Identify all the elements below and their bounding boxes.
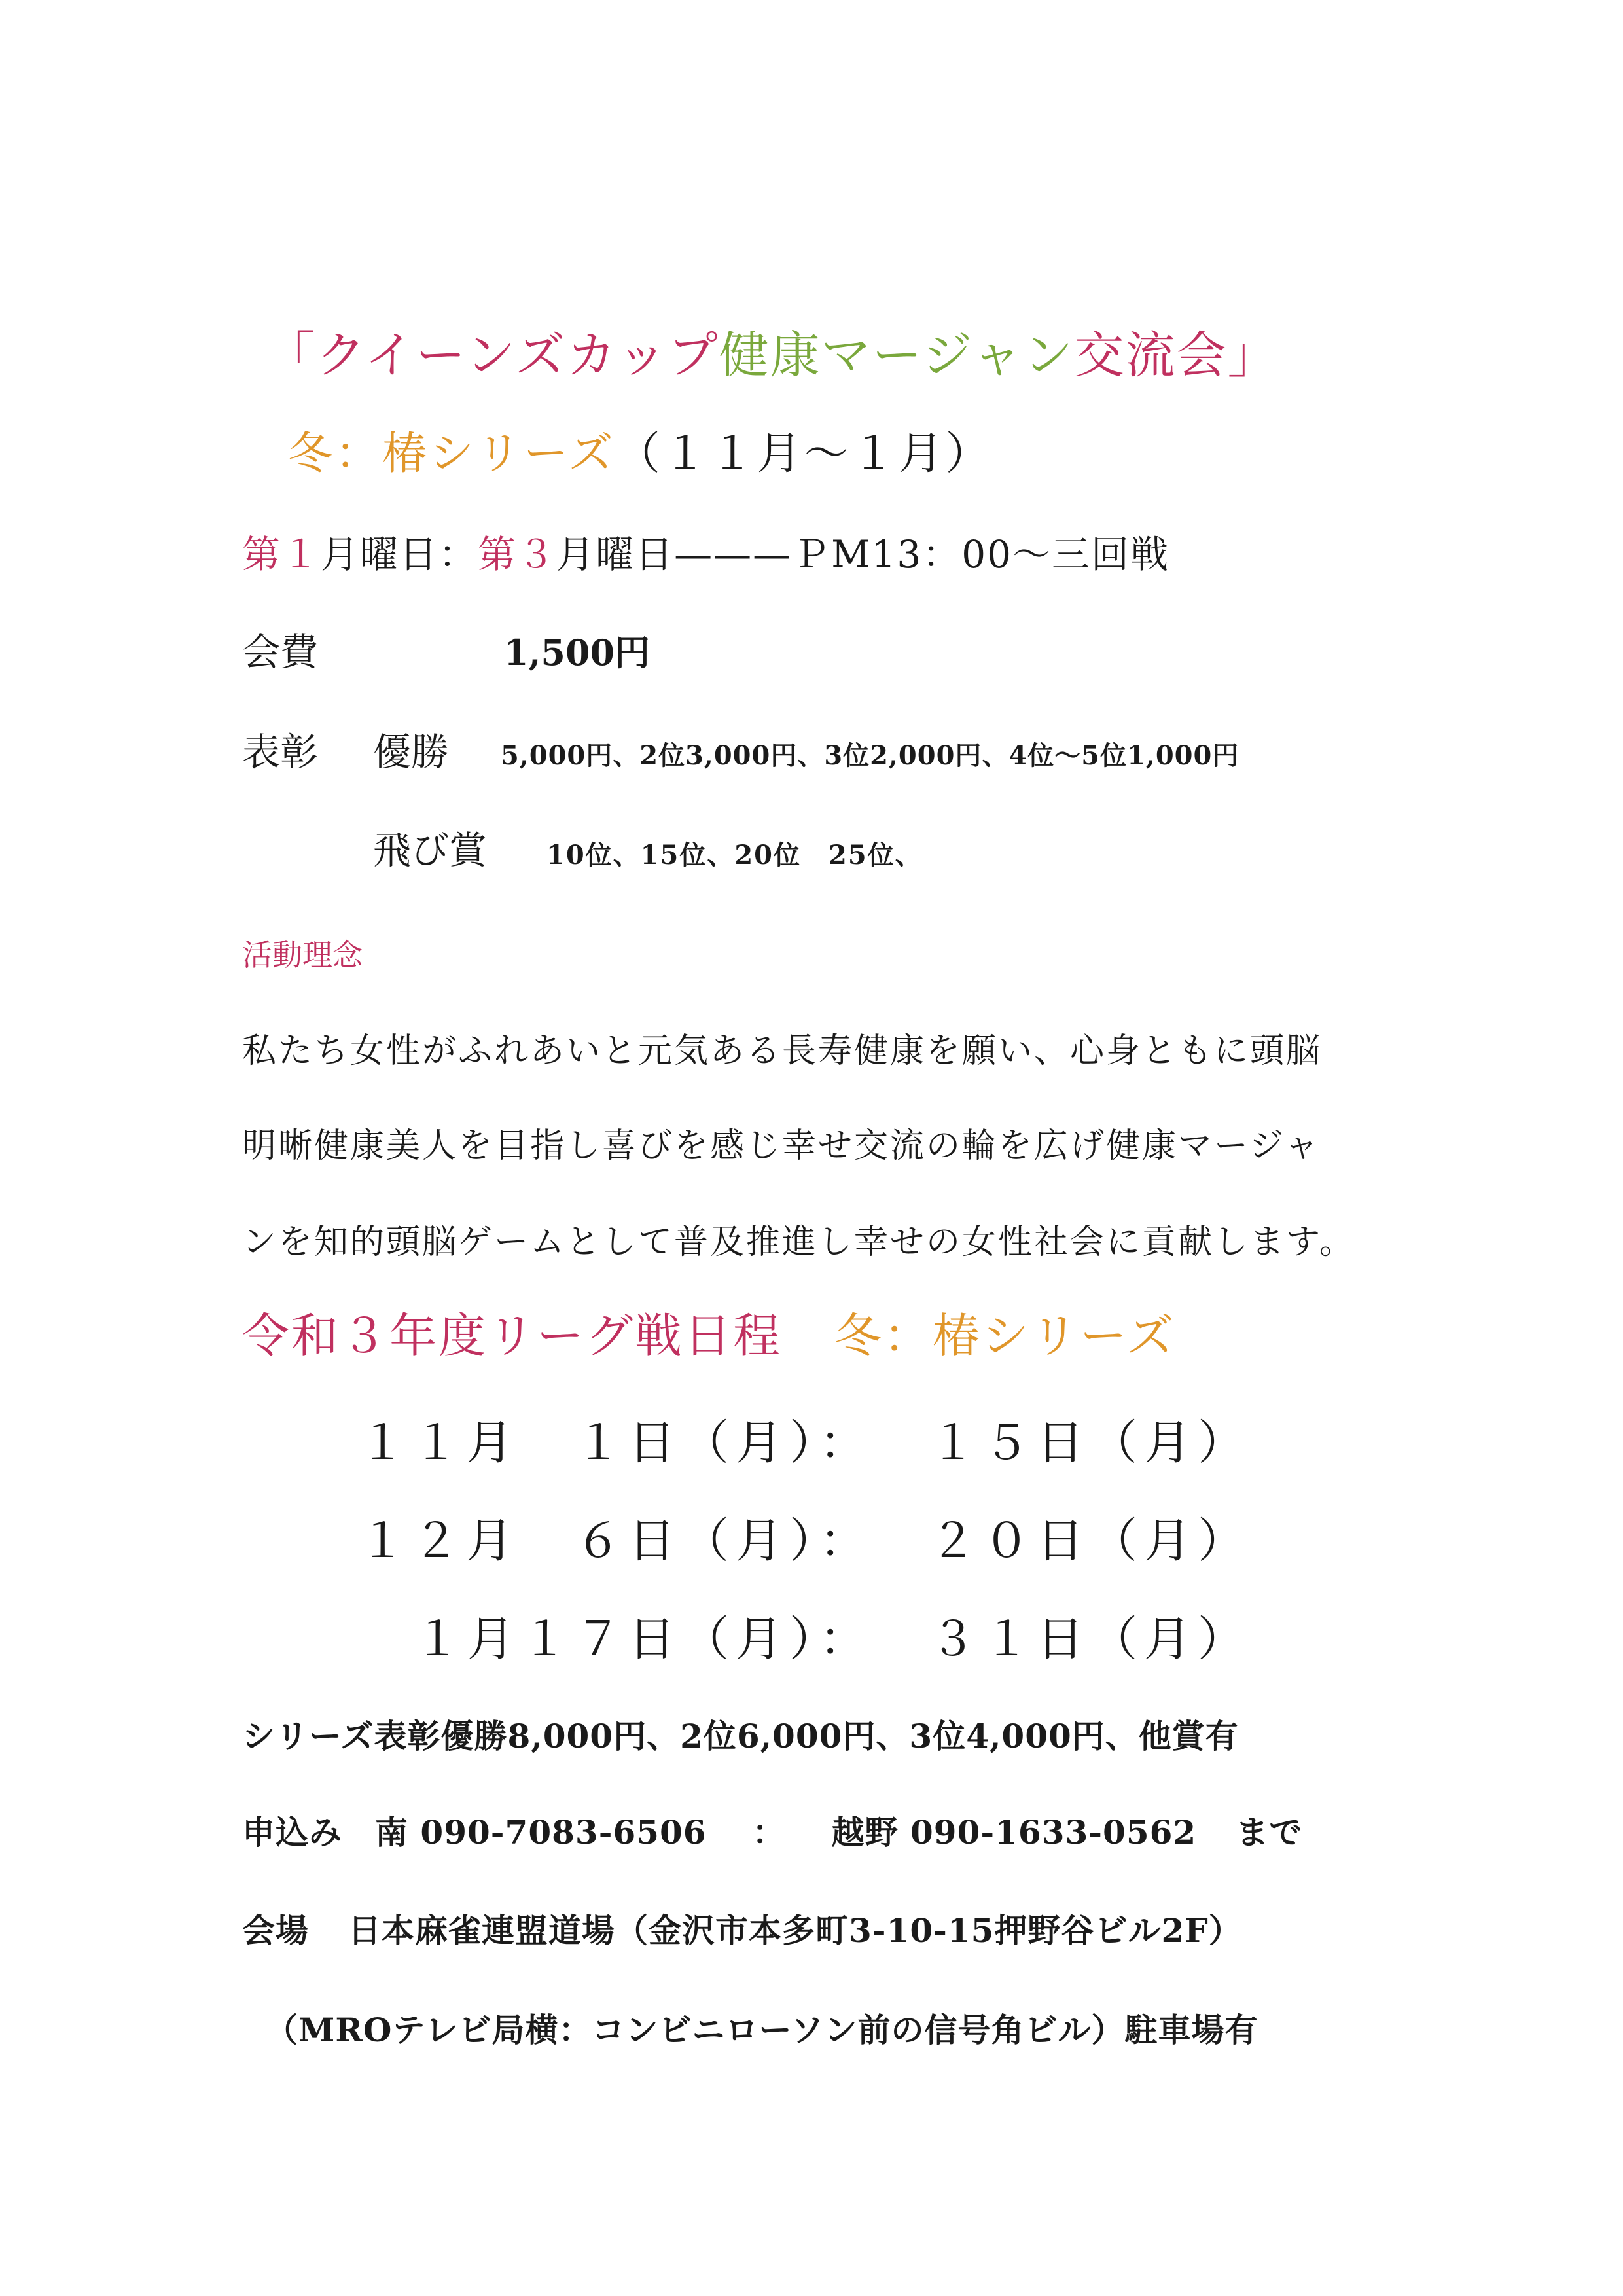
date-row — [359, 1513, 520, 1568]
week3-prefix: 第 — [478, 532, 518, 577]
date-row — [414, 1611, 874, 1666]
date-row — [359, 1415, 520, 1470]
title-part-exchange: 交流会 — [1074, 326, 1228, 384]
league-series: 冬：椿シリーズ — [834, 1308, 1176, 1363]
apply-suffix: まで — [1236, 1813, 1303, 1852]
fee-value: 1,500円 — [504, 632, 651, 673]
fee-label: 会費 — [242, 630, 319, 674]
week1-num: １ — [281, 532, 321, 577]
page-title — [265, 326, 1279, 384]
series-prize: シリーズ表彰優勝8,000円、2位6,000円、3位4,000円、他賞有 — [242, 1717, 1239, 1755]
week1-prefix: 第 — [242, 532, 282, 577]
title-part-queens-cup: クイーンズカップ — [316, 326, 719, 384]
date-first: １日（月）： — [575, 1415, 874, 1470]
date-month: １月 — [414, 1611, 522, 1666]
application-line — [242, 1813, 1303, 1852]
league-title: 令和３年度リーグ戦日程 — [242, 1308, 783, 1363]
date-first: ６日（月）： — [575, 1513, 874, 1568]
title-open-bracket: 「 — [265, 326, 316, 384]
title-part-health-mahjong: 健康マージャン — [719, 326, 1075, 384]
venue-label: 会場 — [242, 1911, 309, 1950]
date-second: ３１日（月） — [929, 1611, 1252, 1666]
philosophy-line-1: 私たち女性がふれあいと元気ある長寿健康を願い、心身ともに頭脳 — [242, 1031, 1323, 1071]
award-label: 表彰 — [242, 730, 319, 774]
venue-directions: （MROテレビ局横：コンビニローソン前の信号角ビル）駐車場有 — [265, 2011, 1258, 2049]
date-month: １２月 — [359, 1513, 520, 1568]
schedule-line — [242, 532, 1170, 577]
venue-name: 日本麻雀連盟道場（金沢市本多町3-10-15押野谷ビル2F） — [348, 1911, 1242, 1950]
tobi-award-label: 飛び賞 — [373, 828, 488, 872]
week3-num: ３ — [517, 532, 557, 577]
week1-suffix: 月曜日： — [321, 532, 478, 577]
apply-separator: ： — [752, 1813, 786, 1852]
date-month: １１月 — [359, 1415, 520, 1470]
philosophy-heading: 活動理念 — [242, 937, 363, 973]
series-period: （１１月〜１月） — [615, 428, 993, 480]
date-second: １５日（月） — [929, 1415, 1252, 1470]
date-second: ２０日（月） — [929, 1513, 1252, 1568]
award-win-detail: 5,000円、2位3,000円、3位2,000円、4位〜5位1,000円 — [501, 740, 1240, 771]
series-name: 冬：椿シリーズ — [288, 428, 616, 480]
tobi-award-detail: 10位、15位、20位 25位、 — [546, 840, 923, 870]
award-win-label: 優勝 — [373, 730, 450, 774]
philosophy-line-2: 明晰健康美人を目指し喜びを感じ幸せ交流の輪を広げ健康マージャ — [242, 1126, 1321, 1166]
apply-contact-2: 越野 090-1633-0562 — [831, 1813, 1197, 1852]
series-subtitle — [288, 428, 993, 480]
venue-line — [242, 1911, 1242, 1950]
apply-contact-1: 南 090-7083-6506 — [375, 1813, 707, 1852]
league-heading — [242, 1308, 1176, 1363]
week3-suffix: 月曜日———ＰM13：00〜三回戦 — [556, 532, 1170, 577]
date-first: １７日（月）： — [521, 1611, 874, 1666]
title-close-bracket: 」 — [1227, 326, 1279, 384]
philosophy-line-3: ンを知的頭脳ゲームとして普及推進し幸せの女性社会に貢献します。 — [242, 1223, 1355, 1262]
apply-label: 申込み — [242, 1813, 342, 1852]
